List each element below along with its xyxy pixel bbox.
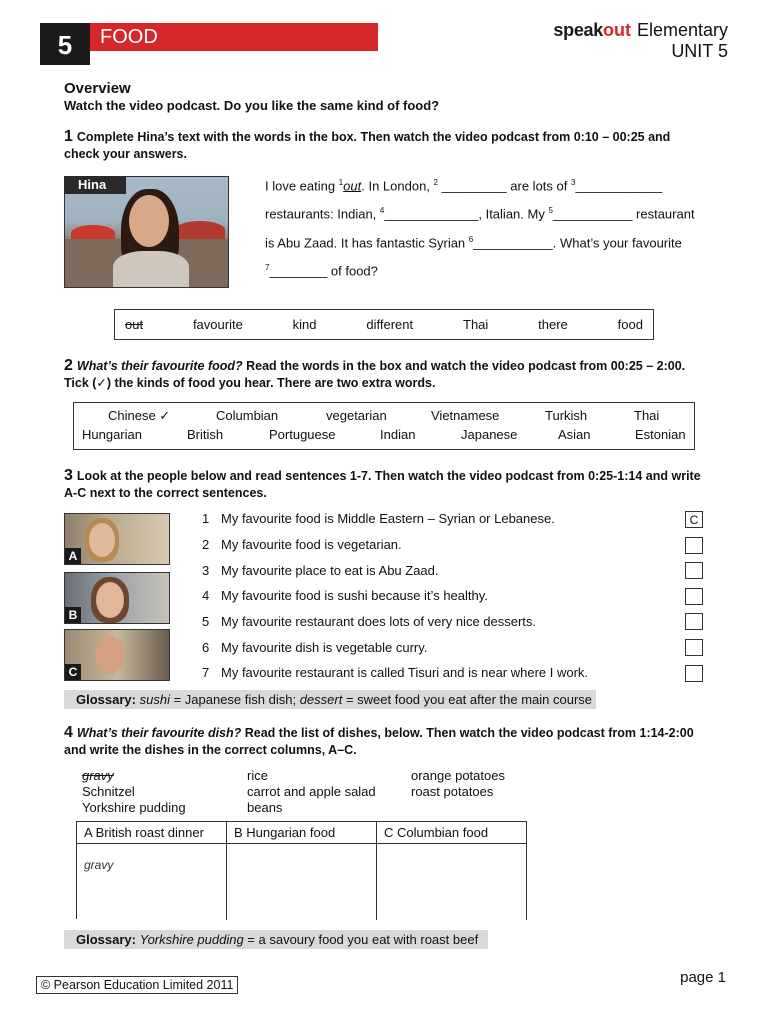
q3-instruction: 3 Look at the people below and read sentences 1-7. Then watch the video podcast from 0:25-1:14 and write A-C next to the correct sentences. bbox=[64, 467, 701, 500]
dish-item: rice bbox=[247, 768, 268, 783]
sentence-row: 6 My favourite dish is vegetable curry. bbox=[202, 640, 428, 655]
q1-answer-example: out bbox=[343, 178, 362, 194]
food-word[interactable]: Estonian bbox=[635, 427, 686, 442]
word-item: food bbox=[617, 317, 643, 332]
q4-dish-list-3 bbox=[411, 768, 505, 800]
word-item: different bbox=[366, 317, 414, 332]
unit-title-bar: FOOD bbox=[90, 23, 378, 51]
food-word[interactable]: Turkish bbox=[545, 408, 588, 423]
brand-unit: UNIT 5 bbox=[671, 41, 728, 61]
copyright-notice: © Pearson Education Limited 2011 bbox=[36, 976, 238, 994]
brand-logo-out: out bbox=[602, 20, 631, 40]
q4-dish-list-1 bbox=[82, 768, 186, 816]
q4-glossary: Glossary: Yorkshire pudding = a savoury food you eat with roast beef bbox=[64, 930, 488, 949]
sentence-row: 7 My favourite restaurant is called Tisuri and is near where I work. bbox=[202, 665, 589, 680]
person-a-photo bbox=[64, 513, 170, 565]
q3-glossary: Glossary: sushi = Japanese fish dish; dessert = sweet food you eat after the main course bbox=[64, 690, 596, 709]
page-number: page 1 bbox=[680, 969, 726, 986]
answer-box[interactable] bbox=[685, 537, 703, 554]
dish-item: roast potatoes bbox=[411, 784, 494, 799]
dish-item: beans bbox=[247, 800, 283, 815]
q1-blank-2[interactable]: _________ are lots of bbox=[437, 178, 571, 194]
answer-box[interactable]: C bbox=[685, 511, 703, 528]
tick-symbol: ✓ bbox=[96, 376, 107, 390]
food-word[interactable]: Indian bbox=[380, 427, 416, 442]
dish-item: Yorkshire pudding bbox=[82, 800, 186, 815]
table-example-cell: gravy bbox=[84, 858, 114, 872]
q2-instruction: 2 What’s their favourite food? Read the words in the box and watch the video podcast from 00:25 – 2:00. Tick (✓) the kinds of food you hear. There are two extra words. bbox=[64, 357, 686, 390]
q2-food-box bbox=[73, 402, 695, 450]
answer-box[interactable] bbox=[685, 613, 703, 630]
word-item: kind bbox=[292, 317, 317, 332]
person-label: B bbox=[65, 607, 81, 623]
q1-number: 1 bbox=[64, 128, 73, 145]
food-word[interactable]: Japanese bbox=[461, 427, 518, 442]
table-column-a[interactable] bbox=[77, 822, 227, 920]
word-item: there bbox=[538, 317, 568, 332]
hina-photo-label: Hina bbox=[64, 176, 126, 194]
sentence-row: 2 My favourite food is vegetarian. bbox=[202, 537, 402, 552]
answer-box[interactable] bbox=[685, 665, 703, 682]
q4-dish-list-2 bbox=[247, 768, 376, 816]
q4-number: 4 bbox=[64, 724, 73, 741]
table-column-b[interactable] bbox=[227, 822, 377, 920]
food-word[interactable]: Portuguese bbox=[269, 427, 336, 442]
word-item: out bbox=[125, 317, 144, 332]
sentence-row: 3 My favourite place to eat is Abu Zaad. bbox=[202, 563, 439, 578]
table-header: A British roast dinner bbox=[77, 822, 226, 844]
q1-blank-4[interactable]: _____________ bbox=[384, 206, 479, 222]
q1-blank-6[interactable]: ___________ bbox=[473, 234, 553, 250]
answer-box[interactable] bbox=[685, 562, 703, 579]
dish-item: Schnitzel bbox=[82, 784, 135, 799]
q1-blank-7[interactable]: ________ bbox=[269, 263, 328, 279]
food-word[interactable]: Chinese ✓ bbox=[108, 408, 171, 423]
food-word[interactable]: Hungarian bbox=[82, 427, 142, 442]
food-word[interactable]: Thai bbox=[634, 408, 660, 423]
q3-number: 3 bbox=[64, 467, 73, 484]
food-word[interactable]: Columbian bbox=[216, 408, 279, 423]
q1-word-box bbox=[114, 309, 654, 340]
food-word[interactable]: Vietnamese bbox=[431, 408, 500, 423]
brand-level: Elementary bbox=[636, 20, 728, 40]
q1-passage: I love eating $^1$out. In London, $^2$ _________ are lots of $^3$____________ restaurants: Indian, $^4$_____________, Italian. My $^5$___________ restaurant is Abu Zaad. It has fantastic Syrian $^6$___________. What’s your favourite $^7$________ of food? bbox=[265, 178, 695, 279]
table-column-c[interactable] bbox=[377, 822, 527, 920]
q1-instruction bbox=[64, 128, 704, 163]
sentence-row: 5 My favourite restaurant does lots of very nice desserts. bbox=[202, 614, 537, 629]
sentence-row: 4 My favourite food is sushi because it’s healthy. bbox=[202, 588, 488, 603]
word-item: Thai bbox=[463, 317, 489, 332]
person-c-photo bbox=[64, 629, 170, 681]
dish-item: orange potatoes bbox=[411, 768, 505, 783]
q4-answer-table bbox=[76, 821, 527, 919]
q1-blank-3[interactable]: ____________ bbox=[575, 178, 663, 194]
sentence-row: 1 My favourite food is Middle Eastern – Syrian or Lebanese. bbox=[202, 511, 555, 526]
food-word[interactable]: Asian bbox=[558, 427, 591, 442]
dish-item: carrot and apple salad bbox=[247, 784, 376, 799]
brand-block bbox=[553, 20, 728, 62]
q1-blank-5[interactable]: ___________ bbox=[552, 206, 633, 222]
overview-heading: Overview bbox=[64, 80, 131, 97]
overview-intro: Watch the video podcast. Do you like the same kind of food? bbox=[64, 98, 440, 113]
q4-instruction: 4 What’s their favourite dish? Read the list of dishes, below. Then watch the video podcast from 1:14-2:00 and write the dishes in the correct columns, A–C. bbox=[64, 724, 694, 757]
q1-instruction-text: Complete Hina’s text with the words in the box. Then watch the video podcast from 0:10 – 00:25 and check your answers. bbox=[64, 130, 671, 161]
answer-box[interactable] bbox=[685, 639, 703, 656]
unit-number-badge: 5 bbox=[40, 23, 90, 65]
q2-number: 2 bbox=[64, 357, 73, 374]
word-item: favourite bbox=[192, 317, 243, 332]
person-label: A bbox=[65, 548, 81, 564]
food-word[interactable]: British bbox=[187, 427, 224, 442]
table-header: B Hungarian food bbox=[227, 822, 376, 844]
answer-box[interactable] bbox=[685, 588, 703, 605]
table-header: C Columbian food bbox=[377, 822, 526, 844]
person-b-photo bbox=[64, 572, 170, 624]
brand-logo-speak: speak bbox=[553, 20, 603, 40]
person-label: C bbox=[65, 664, 81, 680]
dish-item: gravy bbox=[82, 768, 114, 783]
food-word[interactable]: vegetarian bbox=[326, 408, 387, 423]
